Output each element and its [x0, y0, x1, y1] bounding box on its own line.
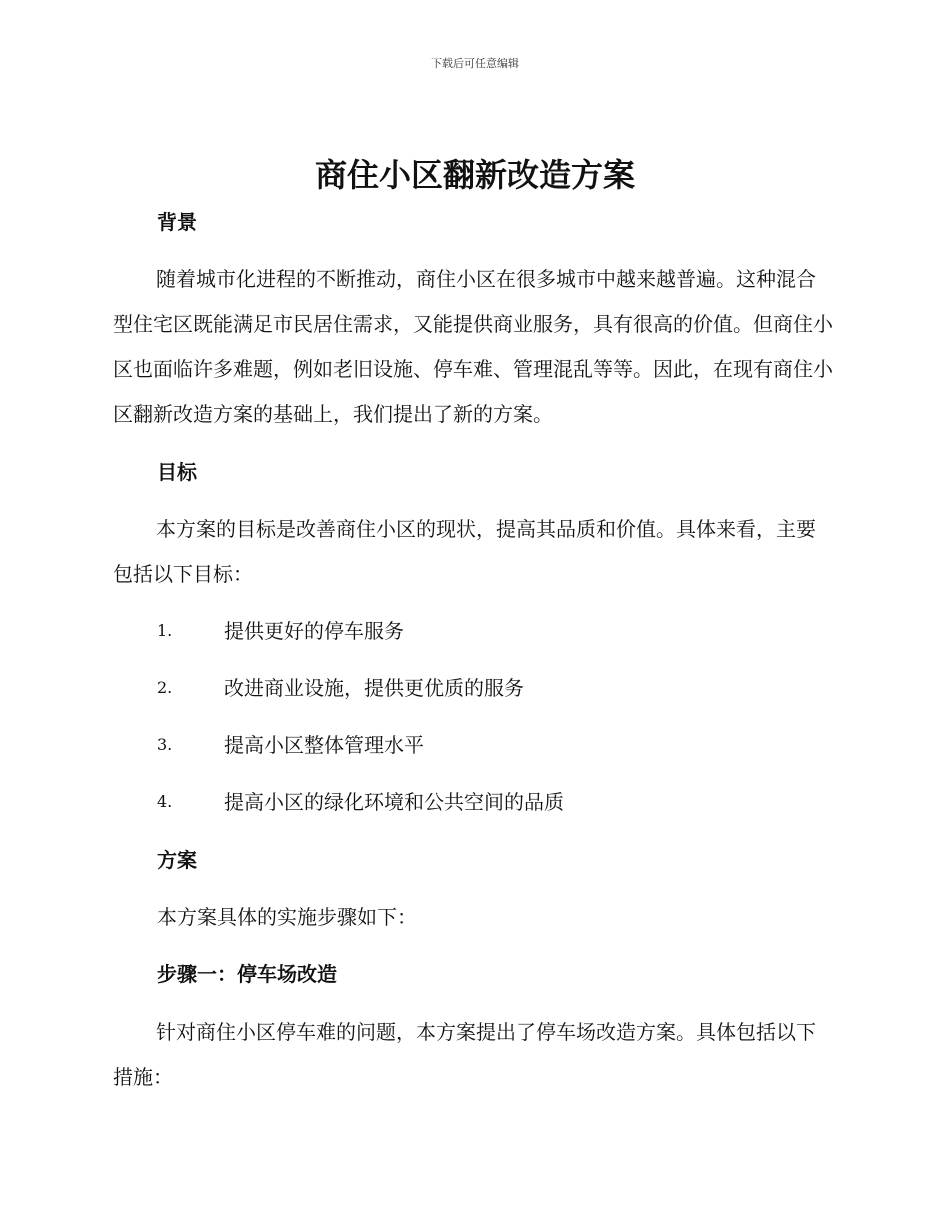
list-item-number: 3. [157, 735, 173, 754]
plan-intro: 本方案具体的实施步骤如下： [157, 905, 417, 929]
background-paragraph: 随着城市化进程的不断推动，商住小区在很多城市中越来越普遍。这种混合型住宅区既能满足市民居住需求，又能提供商业服务，具有很高的价值。但商住小区也面临许多难题，例如老旧设施、停车难、管理混乱等等。因此，在现有商住小区翻新改造方案的基础上，我们提出了新的方案。 [113, 267, 833, 426]
goals-paragraph: 本方案的目标是改善商住小区的现状，提高其品质和价值。具体来看，主要包括以下目标： [113, 517, 816, 586]
section-heading-plan: 方案 [157, 848, 197, 872]
section-heading-goals: 目标 [157, 460, 197, 484]
step1-heading: 步骤一：停车场改造 [157, 962, 337, 986]
list-item-number: 1. [157, 621, 173, 640]
list-item [157, 731, 817, 759]
list-item-text: 提供更好的停车服务 [224, 619, 404, 643]
step1-paragraph: 针对商住小区停车难的问题，本方案提出了停车场改造方案。具体包括以下措施： [113, 1020, 816, 1089]
document-title: 商住小区翻新改造方案 [314, 156, 635, 194]
list-item [157, 674, 817, 702]
list-item [157, 788, 817, 816]
list-item [157, 617, 817, 645]
list-item-number: 2. [157, 678, 173, 697]
page-header-note: 下载后可任意编辑 [431, 57, 519, 70]
list-item-text: 改进商业设施，提供更优质的服务 [224, 676, 524, 700]
list-item-text: 提高小区整体管理水平 [224, 733, 424, 757]
list-item-number: 4. [157, 792, 173, 811]
section-heading-background: 背景 [157, 210, 197, 234]
list-item-text: 提高小区的绿化环境和公共空间的品质 [224, 790, 564, 814]
